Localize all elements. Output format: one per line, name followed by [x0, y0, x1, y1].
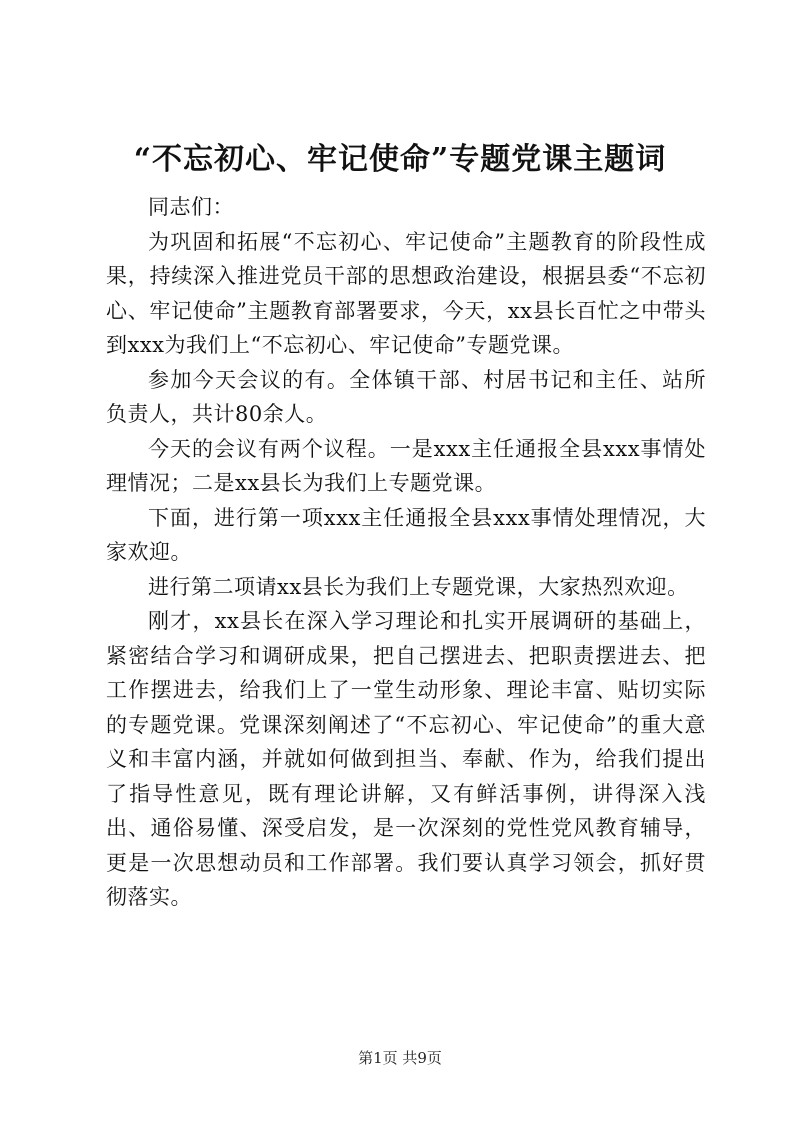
body-paragraph: 今天的会议有两个议程。一是xxx主任通报全县xxx事情处理情况；二是xx县长为我们上专题党课。 — [106, 436, 706, 495]
document-title: “不忘初心、牢记使命”专题党课主题词 — [133, 142, 667, 177]
salutation-paragraph: 同志们： — [148, 195, 234, 219]
body-paragraph: 刚才，xx县长在深入学习理论和扎实开展调研的基础上，紧密结合学习和调研成果，把自己摆进去、把职责摆进去、把工作摆进去，给我们上了一堂生动形象、理论丰富、贴切实际的专题党课。党课深刻阐述了“不忘初心、牢记使命”的重大意义和丰富内涵，并就如何做到担当、奉献、作为，给我们提出了指导性意见，既有理论讲解，又有鲜活事例，讲得深入浅出、通俗易懂、深受启发，是一次深刻的党性党风教育辅导，更是一次思想动员和工作部署。我们要认真学习领会，抓好贯彻落实。 — [106, 609, 706, 909]
body-paragraph: 参加今天会议的有。全体镇干部、村居书记和主任、站所负责人，共计80余人。 — [106, 367, 706, 426]
document-body — [106, 190, 706, 915]
body-paragraph: 进行第二项请xx县长为我们上专题党课，大家热烈欢迎。 — [148, 574, 689, 599]
body-paragraph: 下面，进行第一项xxx主任通报全县xxx事情处理情况，大家欢迎。 — [106, 505, 706, 564]
body-paragraph: 为巩固和拓展“不忘初心、牢记使命”主题教育的阶段性成果，持续深入推进党员干部的思想政治建设，根据县委“不忘初心、牢记使命”主题教育部署要求，今天，xx县长百忙之中带头到xxx为我们上“不忘初心、牢记使命”专题党课。 — [106, 229, 706, 357]
page-number-footer: 第1页 共9页 — [358, 1049, 442, 1067]
